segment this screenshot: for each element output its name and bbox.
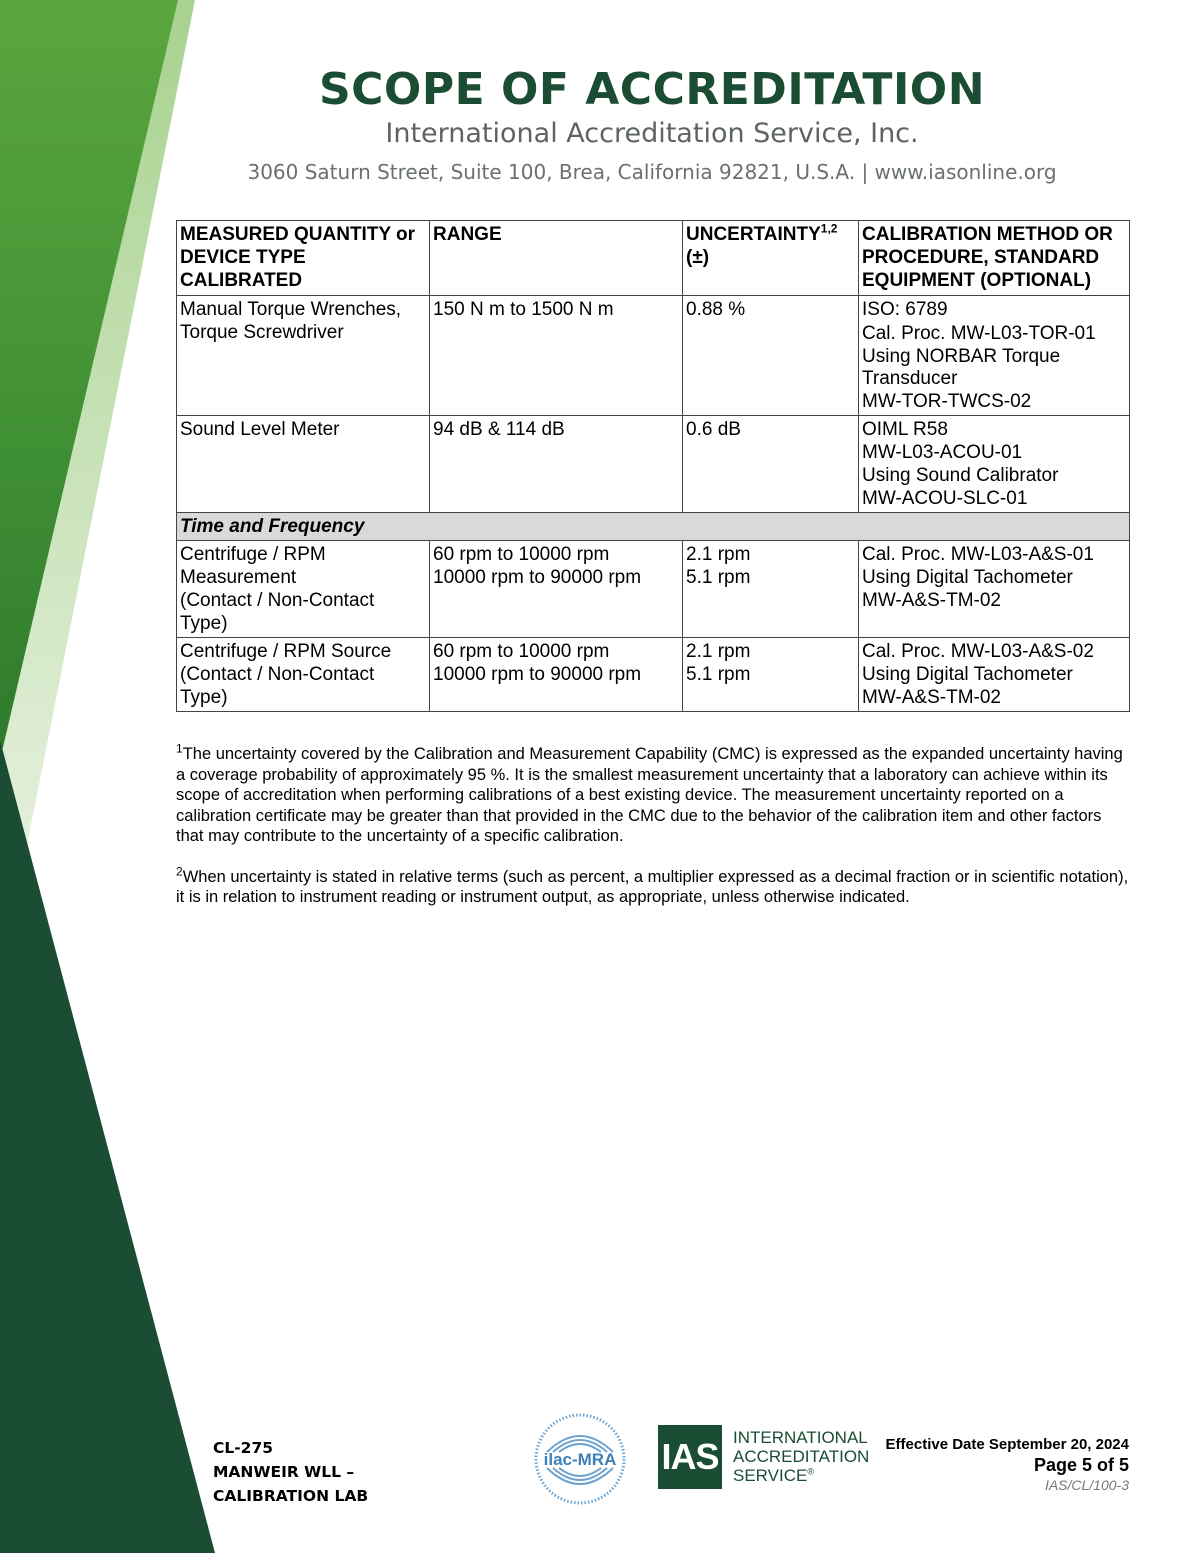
table-row [177,541,1130,638]
cell-method: OIML R58 MW-L03-ACOU-01 Using Sound Calibrator MW-ACOU-SLC-01 [859,416,1130,513]
cell-uncertainty: 2.1 rpm 5.1 rpm [683,541,859,638]
ilac-mra-logo [533,1412,627,1506]
header-uncertainty-label: UNCERTAINTY [686,224,821,245]
cell-quantity: Centrifuge / RPM Source (Contact / Non-Contact Type) [177,638,430,712]
cell-range: 94 dB & 114 dB [430,416,683,513]
page-info [886,1436,1129,1494]
cell-range: 150 N m to 1500 N m [430,296,683,416]
cell-range: 60 rpm to 10000 rpm 10000 rpm to 90000 rpm [430,541,683,638]
footnotes [176,741,1131,928]
footnote-1 [176,741,1131,847]
cell-quantity: Manual Torque Wrenches, Torque Screwdriver [177,296,430,416]
cell-uncertainty: 0.88 % [683,296,859,416]
effective-date: Effective Date September 20, 2024 [885,1436,1129,1453]
header-uncertainty [683,221,859,296]
cell-method: Cal. Proc. MW-L03-A&S-01 Using Digital Tachometer MW-A&S-TM-02 [859,541,1130,638]
cell-quantity: Sound Level Meter [177,416,430,513]
method-line: ISO: 6789 [862,299,948,320]
ias-logo-mark: IAS [658,1425,722,1489]
cell-range: 60 rpm to 10000 rpm 10000 rpm to 90000 rpm [430,638,683,712]
cell-uncertainty: 2.1 rpm 5.1 rpm [683,638,859,712]
header-uncertainty-plusminus: (±) [686,247,710,268]
table-row [177,416,1130,513]
table-row [177,296,1130,416]
section-title: Time and Frequency [177,513,1130,541]
cell-uncertainty: 0.6 dB [683,416,859,513]
method-line: Cal. Proc. MW-L03-TOR-01 [862,323,1096,344]
footnote-1-mark: 1 [176,741,183,756]
header-quantity: MEASURED QUANTITY or DEVICE TYPE CALIBRATED [177,221,430,296]
ias-logo-wordmark [733,1428,869,1485]
footnote-2 [176,864,1131,908]
lab-identification [213,1436,368,1508]
registered-mark: ® [807,1466,814,1477]
section-row [177,513,1130,541]
cell-quantity: Centrifuge / RPM Measurement (Contact / Non-Contact Type) [177,541,430,638]
lab-name-line-2: CALIBRATION LAB [213,1487,369,1505]
cell-method: Cal. Proc. MW-L03-A&S-02 Using Digital Tachometer MW-A&S-TM-02 [859,638,1130,712]
footnote-2-mark: 2 [176,864,183,878]
ilac-logo-text: ilac-MRA [543,1450,617,1469]
header-method: CALIBRATION METHOD OR PROCEDURE, STANDARD EQUIPMENT (OPTIONAL) [859,221,1130,296]
ias-word-3: SERVICE [733,1466,808,1485]
ias-word-2: ACCREDITATION [733,1447,870,1466]
certificate-number: CL-275 [213,1439,274,1457]
table-header-row [177,221,1130,296]
method-line: Using NORBAR Torque Transducer [862,346,1061,389]
ias-word-1: INTERNATIONAL [733,1428,868,1447]
form-number: IAS/CL/100-3 [1044,1477,1129,1493]
cell-method [859,296,1130,416]
footnote-2-text: When uncertainty is stated in relative terms (such as percent, a multiplier expressed as a decimal fraction or in scientific notation), it is in relation to instrument reading or instrument output, as appropriate, unless otherwise indicated. [176,867,1129,906]
footnote-1-text: The uncertainty covered by the Calibration and Measurement Capability (CMC) is expressed as the expanded uncertainty having a coverage probability of approximately 95 %. It is the smallest measurement uncertainty that a laboratory can achieve within its scope of accreditation when performing calibrations of a best existing device. The measurement uncertainty reported on a calibration certificate may be greater than that provided in the CMC due to the behavior of the calibration item and other factors that may contribute to the uncertainty of a specific calibration. [176,745,1123,845]
organization-address: 3060 Saturn Street, Suite 100, Brea, California 92821, U.S.A. | www.iasonline.org [247,160,1057,184]
ias-word-3-line [733,1466,869,1485]
organization-name: International Accreditation Service, Inc. [385,118,919,149]
header-uncertainty-footnote-marks: 1,2 [820,221,838,236]
scope-table [176,220,1130,712]
page-number: Page 5 of 5 [1033,1455,1129,1475]
page-title: SCOPE OF ACCREDITATION [318,64,986,115]
lab-name-line-1: MANWEIR WLL – [213,1463,355,1481]
header-range: RANGE [430,221,683,296]
table-row [177,638,1130,712]
method-line: MW-TOR-TWCS-02 [862,391,1032,412]
